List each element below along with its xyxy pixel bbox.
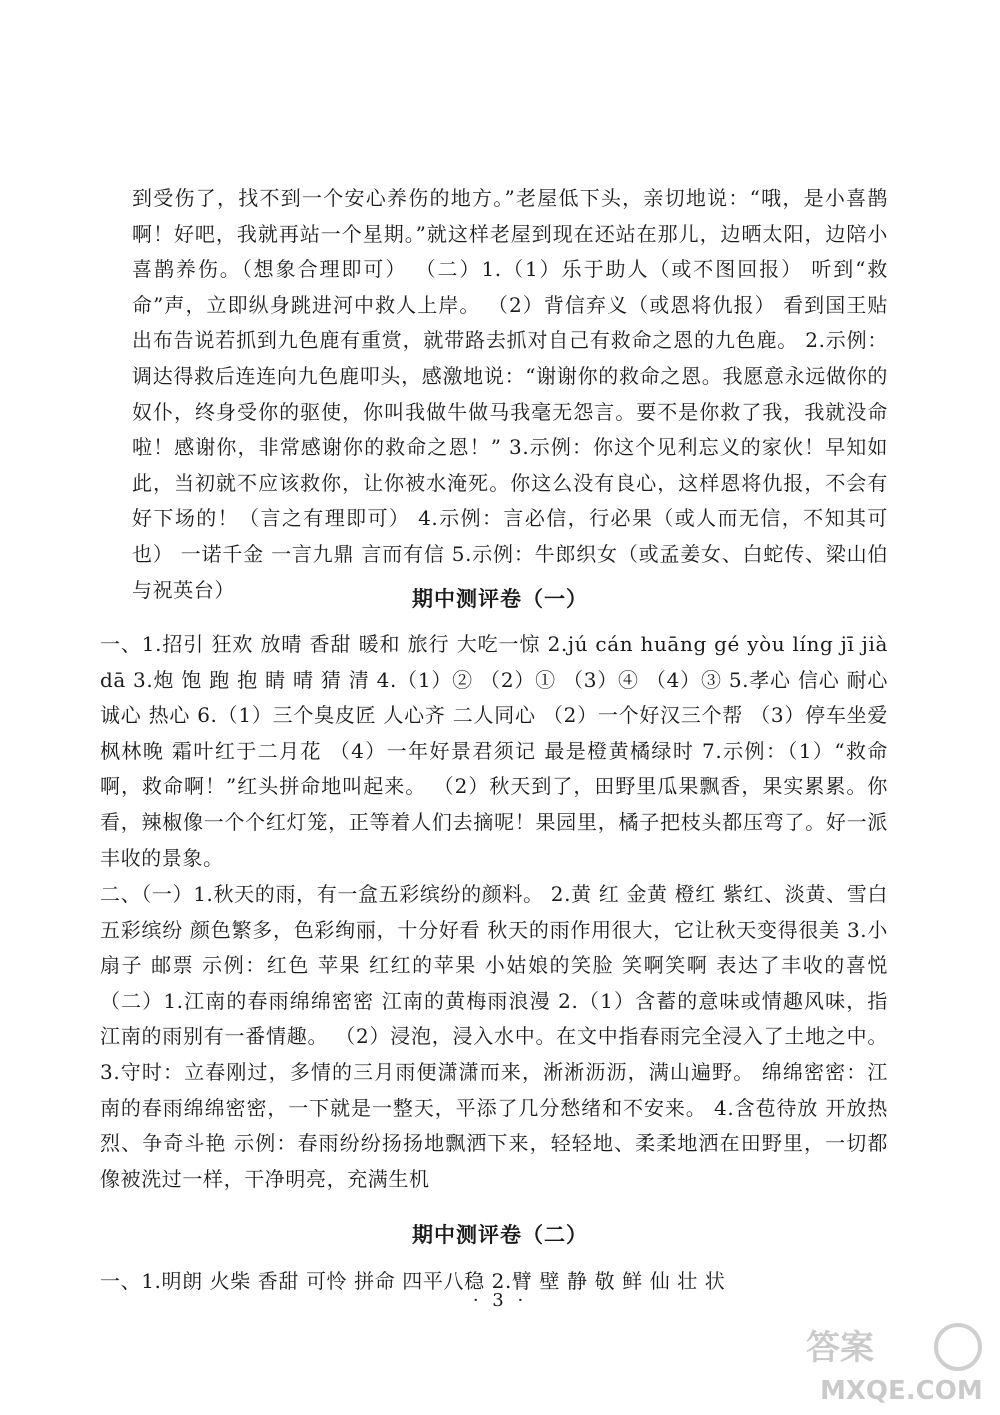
section-heading-midterm-2: 期中测评卷（二） — [412, 1223, 588, 1247]
midterm-2-part-1: 一、1.明朗 火柴 香甜 可怜 拼命 四平八稳 2.臂 壁 静 敬 鲜 仙 壮 状 — [100, 1269, 726, 1293]
watermark-logo — [798, 1315, 988, 1407]
answer-paragraph-continued: 到受伤了，找不到一个安心养伤的地方。”老屋低下头，亲切地说：“哦，是小喜鹊啊！好吧，我就再站一个星期。”就这样老屋到现在还站在那儿，边晒太阳，边陪小喜鹊养伤。（想象合理即可） （二）1.（1）乐于助人（或不图回报） 听到“救命”声，立即纵身跳进河中救人上岸。 （2）背信弃义（或恩将仇报） 看到国王贴出布告说若抓到九色鹿有重赏，就带路去抓对自己有救命之恩的九色鹿。 2.示例：调达得救后连连向九色鹿叩头，感激地说：“谢谢你的救命之恩。我愿意永远做你的奴仆，终身受你的驱使，你叫我做牛做马我毫无怨言。要不是你救了我，我就没命啦！感谢你，非常感谢你的救命之恩！” 3.示例：你这个见利忘义的家伙！早知如此，当初就不应该救你，让你被水淹死。你这么没有良心，这样恩将仇报，不会有好下场的！（言之有理即可） 4.示例：言必信，行必果（或人而无信，不知其可也） 一诺千金 一言九鼎 言而有信 5.示例：牛郎织女（或孟姜女、白蛇传、梁山伯与祝英台） — [132, 186, 888, 602]
svg-text:答案: 答案 — [806, 1328, 874, 1368]
page-number: · 3 · — [472, 1290, 528, 1311]
svg-text:MXQE.COM: MXQE.COM — [820, 1376, 983, 1406]
midterm-1-part-1: 一、1.招引 狂欢 放晴 香甜 暖和 旅行 大吃一惊 2.jú cán huāng gé yòu líng jī jià dā 3.炮 饱 跑 抱 睛 晴 猜 清 4.（1）② （2）① （3）④ （4）③ 5.孝心 信心 耐心 诚心 热心 6.（1）三个臭皮匠 人心齐 二人同心 （2）一个好汉三个帮 （3）停车坐爱枫林晚 霜叶红于二月花 （4）一年好景君须记 最是橙黄橘绿时 7.示例：（1）“救命啊，救命啊！”红头拼命地叫起来。 （2）秋天到了，田野里瓜果飘香，果实累累。你看，辣椒像一个个红灯笼，正等着人们去摘呢！果园里，橘子把枝头都压弯了。好一派丰收的景象。 — [100, 632, 895, 870]
midterm-1-part-2: 二、（一）1.秋天的雨，有一盒五彩缤纷的颜料。 2.黄 红 金黄 橙红 紫红、淡黄、雪白 五彩缤纷 颜色繁多，色彩绚丽，十分好看 秋天的雨作用很大，它让秋天变得很美 3.小扇子 邮票 示例：红色 苹果 红红的苹果 小姑娘的笑脸 笑啊笑啊 表达了丰收的喜悦 （二）1.江南的春雨绵绵密密 江南的黄梅雨浪漫 2.（1）含蓄的意味或情趣风味，指江南的雨别有一番情趣。 （2）浸泡，浸入水中。在文中指春雨完全浸入了土地之中。 3.守时：立春刚过，多情的三月雨便潇潇而来，淅淅沥沥，满山遍野。 绵绵密密：江南的春雨绵绵密密，一下就是一整天，平添了几分愁绪和不安来。 4.含苞待放 开放热烈、争奇斗艳 示例：春雨纷纷扬扬地飘洒下来，轻轻地、柔柔地洒在田野里，一切都像被洗过一样，干净明亮，充满生机 — [100, 882, 895, 1191]
section-heading-midterm-1: 期中测评卷（一） — [412, 587, 588, 611]
